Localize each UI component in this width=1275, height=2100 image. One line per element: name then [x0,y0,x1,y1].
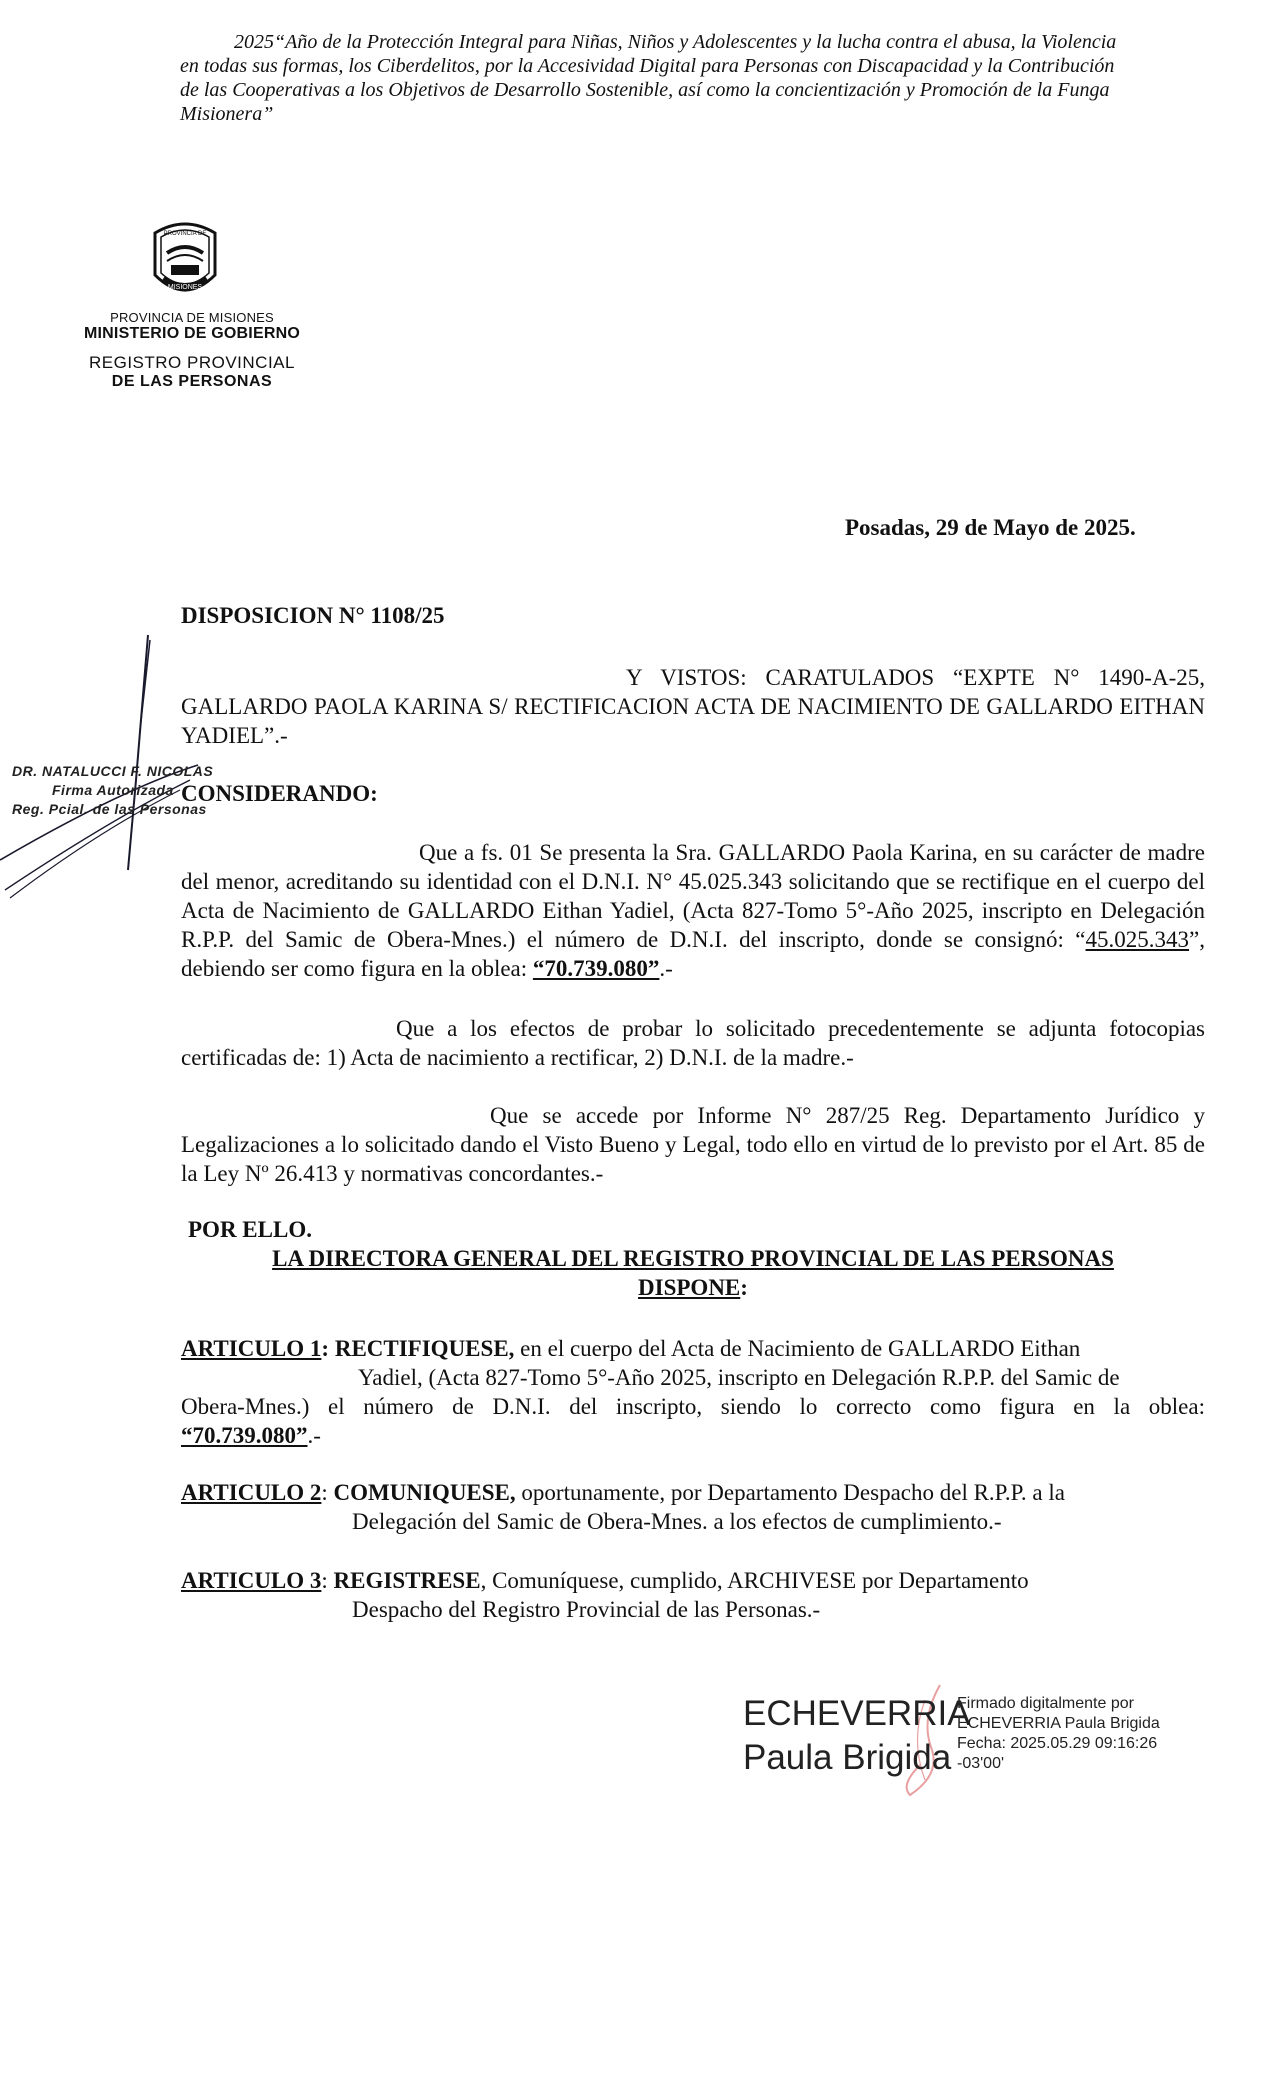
motto-line-4: Misionera” [180,103,274,125]
article-2-verb: COMUNIQUESE, [333,1480,516,1505]
article-1-sep: : [321,1336,335,1361]
article-1 [181,1334,1205,1450]
article-3-first: , Comuníquese, cumplido, ARCHIVESE por Departamento [480,1568,1029,1593]
dispone-colon: : [740,1275,748,1300]
signature-info-line-4: -03'00' [957,1755,1005,1772]
signature-name-line-1: ECHEVERRIA [743,1694,971,1733]
article-3-heading: ARTICULO 3 [181,1568,322,1593]
article-2-sep: : [321,1480,334,1505]
stamp-line-3: Reg. Pcial. de las Personas [12,801,207,817]
province-label: PROVINCIA DE MISIONES [110,310,274,325]
p1-middle: ”, debiendo ser como figura en la oblea: [181,927,1205,981]
signature-name-line-2: Paula Brigida [743,1738,952,1777]
considerando-paragraph-1 [181,838,1205,983]
article-2-first: oportunamente, por Departamento Despacho del R.P.P. a la [515,1480,1065,1505]
p1-end: .- [659,956,673,981]
dispone-label: DISPONE [638,1275,741,1300]
stamp-line-2: Firma Autorizada [52,782,174,798]
motto-line-1: 2025“Año de la Protección Integral para Niñas, Niños y Adolescentes y la lucha contra el abusa, la Violencia [234,31,1117,53]
article-1-end: .- [307,1423,321,1448]
por-ello: POR ELLO. [188,1217,312,1242]
directora-heading [181,1244,1205,1302]
directora-line: LA DIRECTORA GENERAL DEL REGISTRO PROVINCIAL DE LAS PERSONAS [272,1246,1114,1271]
p1-wrong-dni: 45.025.343 [1085,927,1190,952]
p3-text: Que se accede por Informe N° 287/25 Reg. Departamento Jurídico y Legalizaciones a lo solicitado dando el Visto Bueno y Legal, todo ello en virtud de lo previsto por el Art. 85 de la Ley Nº 26.413 y normativas concordantes.- [181,1103,1205,1186]
article-3-verb: REGISTRESE [333,1568,481,1593]
p1-start: Que a fs. 01 Se presenta la Sra. GALLARDO Paola Karina, en su carácter de madre del menor, acreditando su identidad con el D.N.I. N° 45.025.343 solicitando que se rectifique en el cuerpo del Acta de Nacimiento de GALLARDO Eithan Yadiel, (Acta 827-Tomo 5°-Año 2025, inscripto en Delegación R.P.P. del Samic de Obera-Mnes.) el número de D.N.I. del inscripto, donde se consignó: “ [181,840,1205,952]
motto-line-2: en todas sus formas, los Ciberdelitos, por la Accesividad Digital para Personas con Discapacidad y la Contribución [180,55,1115,77]
vistos-first: Y VISTOS: CARATULADOS “EXPTE N° 1490-A-25, [626,665,1205,690]
vistos-rest: GALLARDO PAOLA KARINA S/ RECTIFICACION ACTA DE NACIMIENTO DE GALLARDO EITHAN YADIEL”.- [181,694,1205,748]
disposition-title: DISPOSICION N° 1108/25 [181,603,445,628]
article-1-rest: Yadiel, (Acta 827-Tomo 5°-Año 2025, inscripto en Delegación R.P.P. del Samic de [358,1365,1120,1390]
institution-block [72,310,312,391]
article-2 [181,1478,1205,1536]
article-1-heading: ARTICULO 1 [181,1336,322,1361]
stamp-line-1: DR. NATALUCCI F. NICOLAS [12,763,214,779]
considerando-heading: CONSIDERANDO: [181,781,378,806]
ministry-label: MINISTERIO DE GOBIERNO [84,325,300,342]
seal-text-top: PROVINCIA DE [163,231,207,237]
motto-line-3: de las Cooperativas a los Objetivos de Desarrollo Sostenible, así como la concientización y Promoción de la Funga [180,79,1110,101]
digital-signature-name [743,1692,971,1780]
digital-signature-info [957,1694,1160,1774]
article-3-rest: Despacho del Registro Provincial de las Personas.- [352,1597,821,1622]
p2-text: Que a los efectos de probar lo solicitado precedentemente se adjunta fotocopias certificadas de: 1) Acta de nacimiento a rectificar, 2) D.N.I. de la madre.- [181,1016,1205,1070]
article-3 [181,1566,1205,1624]
registry-line-2: DE LAS PERSONAS [111,373,273,390]
article-1-rest-2: Obera-Mnes.) el número de D.N.I. del inscripto, siendo lo correcto como figura en la oblea: [181,1394,1205,1419]
article-3-sep: : [321,1568,334,1593]
p1-correct-dni: “70.739.080” [532,956,660,981]
article-1-first: en el cuerpo del Acta de Nacimiento de GALLARDO Eithan [514,1336,1081,1361]
date-line: Posadas, 29 de Mayo de 2025. [845,515,1136,540]
seal-text-bottom: MISIONES [167,284,203,291]
article-2-heading: ARTICULO 2 [181,1480,322,1505]
provincial-seal-icon [145,215,225,305]
considerando-paragraph-2 [181,1014,1205,1072]
signature-info-line-3: Fecha: 2025.05.29 09:16:26 [957,1735,1158,1752]
registry-line-1: REGISTRO PROVINCIAL [89,353,295,372]
considerando-paragraph-3 [181,1101,1205,1188]
signature-info-line-2: ECHEVERRIA Paula Brigida [957,1715,1160,1732]
article-1-dni: “70.739.080” [181,1423,308,1448]
signature-info-line-1: Firmado digitalmente por [957,1695,1134,1712]
header-motto [180,30,1180,126]
article-1-verb: RECTIFIQUESE, [334,1336,515,1361]
vistos-paragraph [181,663,1205,750]
article-2-rest: Delegación del Samic de Obera-Mnes. a los efectos de cumplimiento.- [352,1509,1002,1534]
